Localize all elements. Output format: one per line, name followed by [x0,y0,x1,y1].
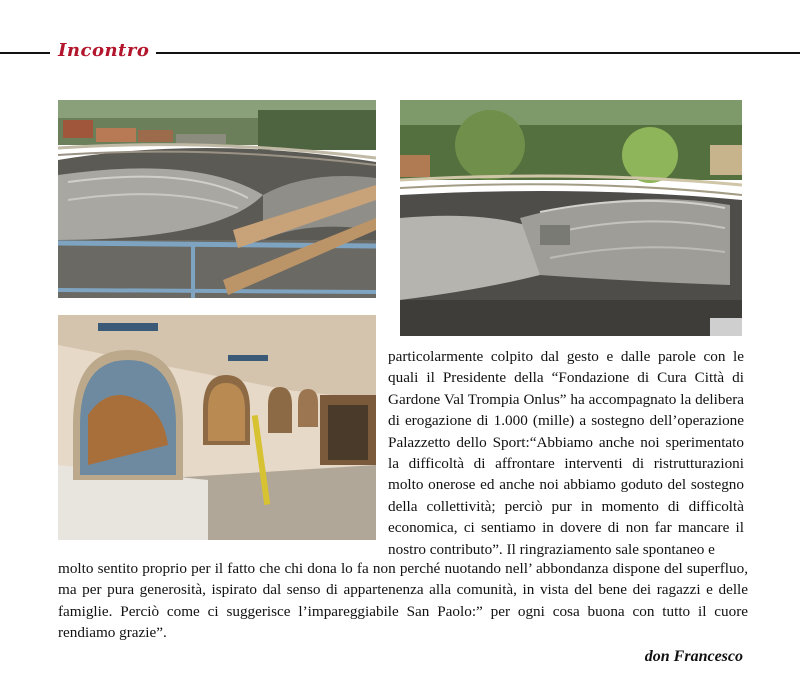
article-paragraph-full: molto sentito proprio per il fatto che chi dona lo fa non perché nuotando nell’ abbondanza dispone del superfluo, ma per pura generosità, ispirato dal senso di appartenenza alla comunità, in vista del bene dei ragazzi e delle famiglie. Perciò come ci suggerisce l’impareggiabile San Paolo:” per ogni cosa buona con tutto il cuore rendiamo grazie”. [58,560,748,642]
photo-arcade-frescoes [58,315,376,540]
section-title: Incontro [58,40,150,61]
photo-velodrome-right [400,100,742,336]
photo-velodrome-left [58,100,376,298]
article-paragraph-right: particolarmente colpito dal gesto e dalle parole con le quali il Presidente della “Fondazione di Cura Città di Gardone Val Trompia Onlus” ha accompagnato la delibera di erogazione di 1.000 (mille) a sostegno dell’operazione Palazzetto dello Sport:“Abbiamo anche noi sperimentato la difficoltà di affrontare interventi di ristrutturazioni molto onerose ed anche noi abbiamo goduto del sostegno della collettività; perciò pur in momento di difficoltà economica, ci sentiamo in dovere di non far mancare il nostro contributo”. Il ringraziamento sale spontaneo e [388,348,744,558]
header-rule-left [0,52,50,54]
signature: don Francesco [644,648,743,665]
header-rule-right [156,52,800,54]
